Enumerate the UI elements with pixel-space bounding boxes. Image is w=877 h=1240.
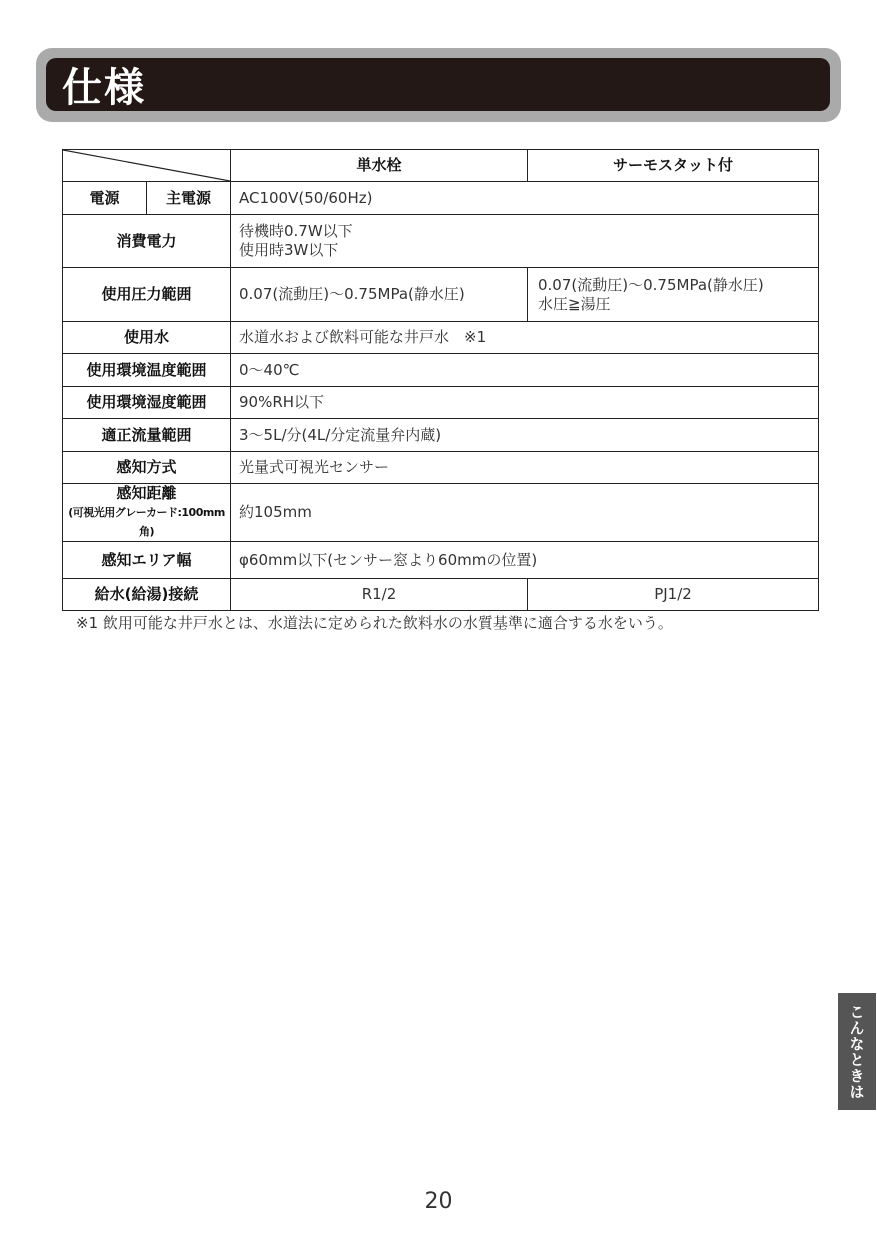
temperature-value: 0〜40℃ [231,354,819,387]
row-area [63,542,819,579]
row-distance [63,484,819,542]
area-value: φ60mm以下(センサー窓より60mmの位置) [231,542,819,579]
row-power [63,182,819,215]
consumption-standby: 待機時0.7W以下 [239,222,353,240]
pressure-single: 0.07(流動圧)〜0.75MPa(静水圧) [231,268,528,322]
consumption-active: 使用時3W以下 [239,241,339,259]
consumption-label: 消費電力 [63,215,231,268]
row-humidity [63,387,819,419]
header-diagonal-cell [63,150,231,182]
pressure-thermo-range: 0.07(流動圧)〜0.75MPa(静水圧) [538,275,764,294]
page-number: 20 [424,1189,453,1214]
connection-thermo: PJ1/2 [528,579,819,611]
temperature-label: 使用環境温度範囲 [63,354,231,387]
row-connection [63,579,819,611]
power-label: 電源 [63,182,147,215]
side-index-tab[interactable]: こんなときは [838,993,876,1110]
flow-value: 3〜5L/分(4L/分定流量弁内蔵) [231,419,819,452]
sensing-label: 感知方式 [63,452,231,484]
water-value: 水道水および飲料可能な井戸水 ※1 [231,322,819,354]
footnote: ※1 飲用可能な井戸水とは、水道法に定められた飲料水の水質基準に適合する水をいう。 [76,614,673,632]
sensing-value: 光量式可視光センサー [231,452,819,484]
area-label: 感知エリア幅 [63,542,231,579]
header-single-faucet: 単水栓 [231,150,528,182]
pressure-label: 使用圧力範囲 [63,268,231,322]
power-value: AC100V(50/60Hz) [231,182,819,215]
page-title: 仕様 [62,65,146,111]
power-sub-label: 主電源 [147,182,231,215]
pressure-thermo [528,268,819,322]
row-flow [63,419,819,452]
title-bar [46,58,830,111]
distance-label-cell [63,484,231,542]
row-water [63,322,819,354]
flow-label: 適正流量範囲 [63,419,231,452]
distance-value: 約105mm [231,484,819,542]
distance-label: 感知距離 [116,484,177,502]
diagonal-line [63,150,230,181]
humidity-label: 使用環境湿度範囲 [63,387,231,419]
row-sensing [63,452,819,484]
header-thermostat: サーモスタット付 [528,150,819,182]
row-temperature [63,354,819,387]
humidity-value: 90%RH以下 [231,387,819,419]
consumption-value [231,215,819,268]
connection-label: 給水(給湯)接続 [63,579,231,611]
pressure-thermo-note: 水圧≧湯圧 [538,294,611,313]
spec-table [62,149,819,611]
connection-single: R1/2 [231,579,528,611]
water-label: 使用水 [63,322,231,354]
distance-sub-label: (可視光用グレーカード:100mm角) [68,506,225,538]
row-consumption [63,215,819,268]
table-header-row [63,150,819,182]
row-pressure [63,268,819,322]
